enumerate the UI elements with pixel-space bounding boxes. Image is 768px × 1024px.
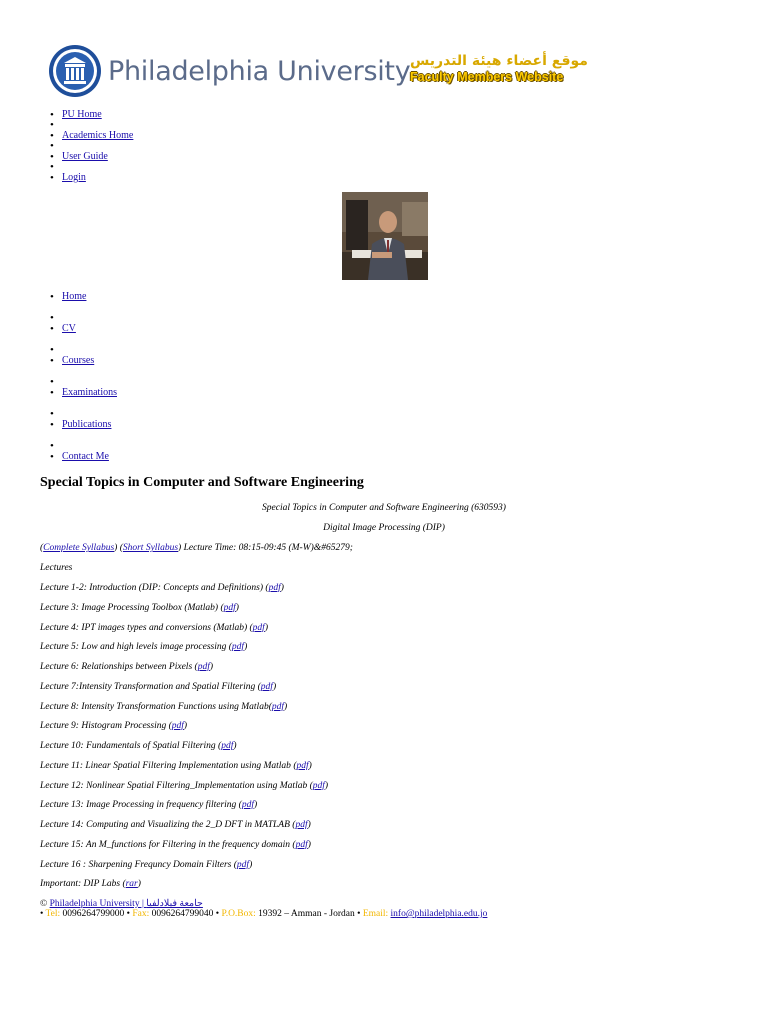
lecture-pdf-link[interactable]: pdf	[221, 741, 234, 751]
lecture-pdf-link[interactable]: pdf	[171, 721, 184, 732]
examinations-link[interactable]: Examinations	[62, 387, 117, 398]
footer-separator: •	[40, 909, 46, 919]
email-link[interactable]: info@philadelphia.edu.jo	[390, 909, 488, 919]
profile-photo	[342, 192, 428, 280]
footer-copyright	[40, 898, 203, 909]
copyright-symbol: ©	[40, 899, 50, 909]
faculty-banner	[410, 53, 588, 85]
lecture-title: Lecture 10: Fundamentals of Spatial Filtering	[40, 741, 219, 751]
lecture-title: Lecture 9: Histogram Processing	[40, 721, 169, 732]
pobox-value: 19392 – Amman - Jordan	[258, 909, 355, 919]
lecture-pdf-link[interactable]: pdf	[271, 701, 285, 712]
lecture-pdf-link[interactable]: pdf	[236, 859, 250, 870]
home-link[interactable]: Home	[62, 291, 87, 302]
lecture-item: Lecture 1-2: Introduction (DIP: Concepts and Definitions) (pdf)	[40, 583, 284, 593]
important-label: Important: DIP Labs	[40, 879, 123, 889]
profile-photo-image	[342, 192, 428, 280]
pobox-label: P.O.Box:	[221, 909, 259, 919]
top-nav-item-academics	[62, 130, 133, 141]
footer-separator: •	[213, 909, 222, 919]
lecture-item: Lecture 11: Linear Spatial Filtering Implementation using Matlab (pdf)	[40, 760, 312, 771]
lecture-pdf-link[interactable]: pdf	[223, 602, 236, 613]
cv-link[interactable]: CV	[62, 323, 76, 334]
footer-separator: •	[124, 909, 133, 919]
lecture-item: Lecture 15: An M_functions for Filtering in the frequency domain (pdf)	[40, 839, 311, 850]
lecture-pdf-link[interactable]: pdf	[295, 820, 308, 830]
lecture-item: Lecture 14: Computing and Visualizing the 2_D DFT in MATLAB (pdf)	[40, 820, 311, 830]
lecture-item: Lecture 12: Nonlinear Spatial Filtering_Implementation using Matlab (pdf)	[40, 780, 329, 791]
tel-value: 0096264799000	[62, 909, 125, 919]
university-name: Philadelphia University	[108, 56, 411, 87]
pu-home-link[interactable]: PU Home	[62, 109, 102, 120]
lecture-item: Lecture 8: Intensity Transformation Functions using Matlab(pdf)	[40, 701, 288, 712]
page-title: Special Topics in Computer and Software Engineering	[40, 475, 364, 490]
lecture-item: Lecture 3: Image Processing Toolbox (Matlab) (pdf)	[40, 602, 239, 613]
lecture-pdf-link[interactable]: pdf	[231, 642, 245, 653]
complete-syllabus-link[interactable]: Complete Syllabus	[43, 543, 115, 553]
publications-link[interactable]: Publications	[62, 419, 112, 430]
login-link[interactable]: Login	[62, 172, 86, 183]
lecture-title: Lecture 15: An M_functions for Filtering in the frequency domain	[40, 839, 293, 850]
dip-labs-rar-link[interactable]: rar	[125, 879, 138, 889]
syllabus-line: (Complete Syllabus) (Short Syllabus) Lecture Time: 08:15-09:45 (M-W)&#65279;	[40, 543, 353, 553]
main-nav-item-contact	[62, 451, 109, 462]
main-nav-item-publications	[62, 419, 111, 430]
lecture-item: Lecture 9: Histogram Processing (pdf)	[40, 721, 188, 732]
email-label: Email:	[362, 909, 391, 919]
faculty-title-arabic: موقع أعضاء هيئة التدريس	[410, 53, 588, 69]
fax-label: Fax:	[132, 909, 152, 919]
main-nav-item-courses	[62, 355, 94, 366]
lecture-item: Lecture 7:Intensity Transformation and Spatial Filtering (pdf)	[40, 681, 277, 692]
university-logo[interactable]	[48, 42, 411, 104]
university-seal-icon	[48, 44, 102, 98]
lecture-pdf-link[interactable]: pdf	[197, 662, 210, 672]
contact-me-link[interactable]: Contact Me	[62, 451, 109, 462]
footer-contact	[40, 909, 487, 919]
academics-home-link[interactable]: Academics Home	[62, 130, 134, 141]
course-subtitle: Special Topics in Computer and Software Engineering (630593)	[262, 503, 506, 513]
lecture-pdf-link[interactable]: pdf	[295, 839, 308, 850]
lecture-title: Lecture 5: Low and high levels image processing	[40, 642, 229, 653]
lecture-title: Lecture 7:Intensity Transformation and Spatial Filtering	[40, 681, 258, 692]
top-nav-item-user-guide	[62, 151, 108, 162]
tel-label: Tel:	[45, 909, 63, 919]
important-labs-line: Important: DIP Labs (rar)	[40, 879, 141, 889]
lecture-item: Lecture 16 : Sharpening Frequncy Domain Filters (pdf)	[40, 859, 253, 870]
lecture-pdf-link[interactable]: pdf	[252, 622, 265, 633]
user-guide-link[interactable]: User Guide	[62, 151, 108, 162]
lectures-heading: Lectures	[40, 563, 73, 573]
short-syllabus-link[interactable]: Short Syllabus	[122, 543, 179, 553]
lecture-item: Lecture 4: IPT images types and conversions (Matlab) (pdf)	[40, 622, 268, 633]
lecture-time: Lecture Time: 08:15-09:45 (M-W)&#65279;	[181, 543, 353, 553]
lecture-item: Lecture 10: Fundamentals of Spatial Filtering (pdf)	[40, 741, 237, 751]
lecture-pdf-link[interactable]: pdf	[241, 800, 254, 811]
top-nav-item-pu-home	[62, 109, 102, 120]
lecture-item: Lecture 5: Low and high levels image processing (pdf)	[40, 642, 248, 653]
faculty-title-english: Faculty Members Website	[410, 70, 564, 84]
main-nav-item-home	[62, 291, 86, 302]
main-nav-item-examinations	[62, 387, 117, 398]
lecture-item: Lecture 6: Relationships between Pixels (pdf)	[40, 662, 213, 672]
lecture-title: Lecture 11: Linear Spatial Filtering Implementation using Matlab	[40, 760, 294, 771]
lecture-title: Lecture 16 : Sharpening Frequncy Domain Filters	[40, 859, 234, 870]
footer-separator: •	[354, 909, 363, 919]
lecture-title: Lecture 14: Computing and Visualizing the 2_D DFT in MATLAB	[40, 820, 293, 830]
lecture-pdf-link[interactable]: pdf	[268, 583, 281, 593]
lecture-title: Lecture 13: Image Processing in frequency filtering	[40, 800, 239, 811]
lecture-title: Lecture 3: Image Processing Toolbox (Matlab)	[40, 602, 221, 613]
fax-value: 0096264799040	[151, 909, 214, 919]
footer-university-link[interactable]: Philadelphia University | جامعة فيلادلفيا	[49, 899, 203, 909]
lecture-title: Lecture 4: IPT images types and conversions (Matlab)	[40, 622, 250, 633]
lecture-pdf-link[interactable]: pdf	[312, 780, 325, 791]
top-nav-item-login	[62, 172, 86, 183]
lecture-title: Lecture 1-2: Introduction (DIP: Concepts and Definitions)	[40, 583, 266, 593]
lecture-item: Lecture 13: Image Processing in frequency filtering (pdf)	[40, 800, 258, 811]
lecture-title: Lecture 8: Intensity Transformation Functions using Matlab	[40, 701, 269, 712]
lecture-title: Lecture 6: Relationships between Pixels	[40, 662, 195, 672]
main-nav-item-cv	[62, 323, 76, 334]
course-subject: Digital Image Processing (DIP)	[323, 523, 445, 533]
lecture-pdf-link[interactable]: pdf	[296, 760, 309, 771]
courses-link[interactable]: Courses	[62, 355, 95, 366]
lecture-title: Lecture 12: Nonlinear Spatial Filtering_Implementation using Matlab	[40, 780, 310, 791]
lecture-pdf-link[interactable]: pdf	[260, 681, 273, 692]
